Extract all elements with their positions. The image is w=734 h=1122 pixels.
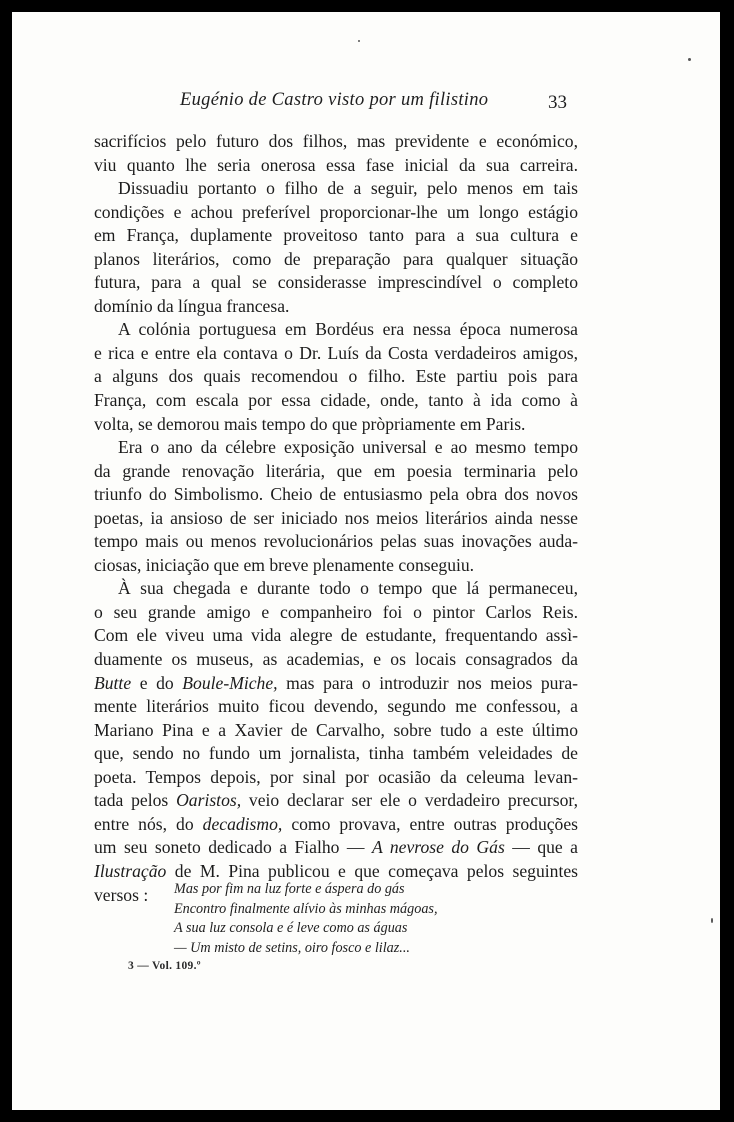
body-line: poeta. Tempos depois, por sinal por ocasião da celeuma levan- <box>94 766 578 787</box>
body-line: da grande renovação literária, que em poesia terminaria pelo <box>94 460 578 481</box>
body-line: a alguns dos quais recomendou o filho. Este partiu pois para <box>94 366 578 387</box>
text-run: — que a <box>504 837 578 858</box>
body-text <box>94 130 578 907</box>
body-line: A colónia portuguesa em Bordéus era nessa época numerosa <box>118 319 578 340</box>
poem-quotation <box>174 880 438 958</box>
scan-speck <box>711 918 713 923</box>
text-run: veio declarar ser ele o verdadeiro precursor, <box>241 790 578 811</box>
poem-line: A sua luz consola e é leve como as águas <box>174 920 408 936</box>
text-run: mas para o introduzir nos meios pura- <box>277 672 578 693</box>
body-line: domínio da língua francesa. <box>94 295 290 316</box>
text-run: e do <box>131 672 183 693</box>
body-line <box>94 672 578 696</box>
body-line: mente literários muito ficou devendo, segundo me confessou, a <box>94 696 578 717</box>
poem-line: Mas por fim na luz forte e áspera do gás <box>174 881 405 897</box>
book-page <box>12 12 720 1110</box>
running-title: Eugénio de Castro visto por um filistino <box>180 90 489 110</box>
body-line <box>94 836 578 860</box>
text-run: como provava, entre outras produções <box>282 813 579 834</box>
body-line: em França, duplamente proveitoso tanto para a sua cultura e <box>94 225 578 246</box>
text-run: um seu soneto dedicado a Fialho — <box>94 837 372 858</box>
body-line: planos literários, como de preparação para qualquer situação <box>94 248 578 269</box>
text-run: entre nós, do <box>94 813 203 834</box>
body-line: futura, para a qual se considerasse imprescindível o completo <box>94 272 578 293</box>
text-run: tada pelos <box>94 790 177 811</box>
poem-line: Encontro finalmente alívio às minhas mágoas, <box>174 900 438 917</box>
body-line: condições e achou preferível proporcionar-lhe um longo estágio <box>94 201 578 222</box>
italic-phrase: A nevrose do Gás <box>371 837 505 858</box>
italic-phrase: Butte <box>94 672 132 693</box>
body-line: volta, se demorou mais tempo do que pròpriamente em Paris. <box>94 413 526 434</box>
body-line: tempo mais ou menos revolucionários pelas suas inovações auda- <box>94 531 578 552</box>
text-run: de M. Pina publicou e que começava pelos seguintes <box>166 860 578 881</box>
body-line: poetas, ia ansioso de ser iniciado nos meios literários ainda nesse <box>94 507 578 528</box>
body-line: Dissuadiu portanto o filho de a seguir, pelo menos em tais <box>118 178 578 199</box>
scan-speck <box>688 58 691 61</box>
scan-speck <box>358 40 360 42</box>
italic-phrase: decadismo, <box>202 813 283 834</box>
body-line: triunfo do Simbolismo. Cheio de entusiasmo pela obra dos novos <box>94 484 578 505</box>
body-line: e rica e entre ela contava o Dr. Luís da Costa verdadeiros amigos, <box>94 342 578 363</box>
printer-signature: 3 — Vol. 109.º <box>128 960 201 972</box>
page-number: 33 <box>548 92 567 113</box>
body-line: Era o ano da célebre exposição universal e ao mesmo tempo <box>118 437 578 458</box>
italic-phrase: Oaristos, <box>176 790 242 811</box>
body-line: sacrifícios pelo futuro dos filhos, mas previdente e económico, <box>94 131 578 151</box>
body-line: Com ele viveu uma vida alegre de estudante, frequentando assì- <box>94 625 578 646</box>
italic-phrase: Boule-Miche, <box>182 672 278 693</box>
body-line: viu quanto lhe seria onerosa essa fase inicial da sua carreira. <box>94 154 578 175</box>
body-line: duamente os museus, as academias, e os locais consagrados da <box>94 649 578 670</box>
body-line <box>94 813 578 837</box>
running-head <box>12 90 720 114</box>
body-line <box>94 789 578 813</box>
body-line: ciosas, iniciação que em breve plenamente conseguiu. <box>94 554 475 575</box>
body-line: À sua chegada e durante todo o tempo que lá permaneceu, <box>118 578 578 599</box>
body-line: que, sendo no fundo um jornalista, tinha também veleidades de <box>94 743 578 764</box>
body-line: Mariano Pina e a Xavier de Carvalho, sobre tudo a este último <box>94 719 578 740</box>
poem-line: — Um misto de setins, oiro fosco e lilaz... <box>174 939 410 956</box>
body-line: o seu grande amigo e companheiro foi o pintor Carlos Reis. <box>94 601 578 622</box>
body-line: versos : <box>94 884 149 905</box>
body-line: França, com escala por essa cidade, onde, tanto à ida como à <box>94 390 578 411</box>
italic-phrase: Ilustração <box>94 860 167 881</box>
